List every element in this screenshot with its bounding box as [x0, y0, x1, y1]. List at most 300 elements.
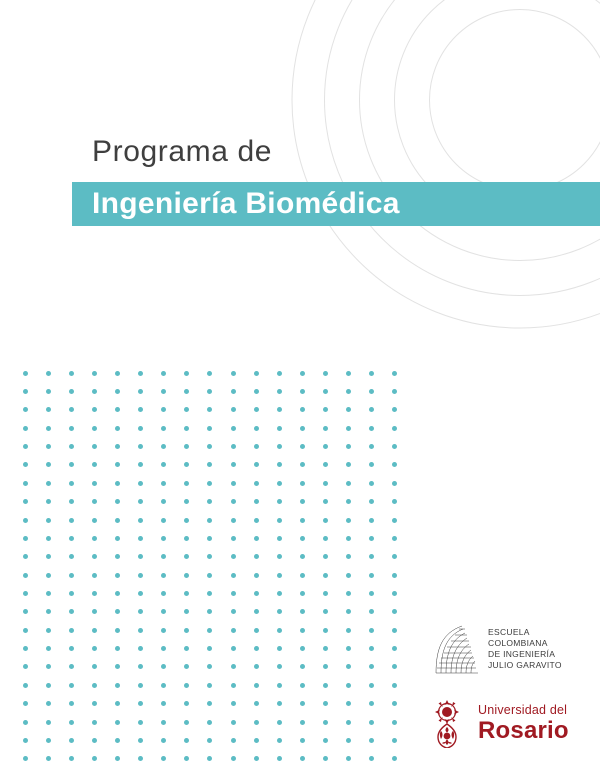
grid-dot: [392, 738, 397, 743]
grid-dot: [300, 738, 305, 743]
grid-dot: [46, 591, 51, 596]
grid-dot: [23, 462, 28, 467]
grid-dot: [231, 683, 236, 688]
grid-dot: [254, 371, 259, 376]
grid-dot: [207, 389, 212, 394]
grid-dot: [115, 646, 120, 651]
grid-dot: [392, 481, 397, 486]
grid-dot: [115, 738, 120, 743]
grid-dot: [161, 664, 166, 669]
grid-dot: [92, 738, 97, 743]
grid-dot: [46, 389, 51, 394]
grid-dot: [231, 573, 236, 578]
grid-dot: [392, 536, 397, 541]
grid-dot: [392, 426, 397, 431]
grid-dot: [115, 462, 120, 467]
grid-dot: [346, 701, 351, 706]
grid-dot: [207, 720, 212, 725]
grid-dot: [115, 407, 120, 412]
grid-dot: [46, 536, 51, 541]
grid-dot: [207, 756, 212, 761]
grid-dot: [207, 444, 212, 449]
grid-dot: [369, 536, 374, 541]
grid-dot: [92, 591, 97, 596]
grid-dot: [231, 664, 236, 669]
grid-dot: [323, 591, 328, 596]
grid-dot: [161, 426, 166, 431]
escuela-line-1: ESCUELA: [488, 627, 530, 637]
grid-dot: [231, 591, 236, 596]
grid-dot: [184, 720, 189, 725]
grid-dot: [46, 371, 51, 376]
rosario-logo: [424, 694, 586, 752]
grid-dot: [184, 646, 189, 651]
grid-dot: [369, 720, 374, 725]
grid-dot: [46, 481, 51, 486]
grid-dot: [254, 426, 259, 431]
grid-dot: [92, 701, 97, 706]
grid-dot: [277, 738, 282, 743]
grid-dot: [277, 444, 282, 449]
grid-dot: [184, 444, 189, 449]
grid-dot: [346, 389, 351, 394]
grid-dot: [231, 481, 236, 486]
grid-dot: [184, 738, 189, 743]
grid-dot: [92, 536, 97, 541]
grid-dot: [369, 756, 374, 761]
grid-dot: [161, 573, 166, 578]
grid-dot: [300, 499, 305, 504]
grid-dot: [92, 573, 97, 578]
rosario-logo-text: [478, 703, 569, 743]
grid-dot: [23, 738, 28, 743]
grid-dot: [69, 573, 74, 578]
grid-dot: [323, 609, 328, 614]
grid-dot: [369, 683, 374, 688]
grid-dot: [115, 628, 120, 633]
grid-dot: [346, 628, 351, 633]
grid-dot: [138, 536, 143, 541]
grid-dot: [392, 628, 397, 633]
grid-dot: [69, 407, 74, 412]
grid-dot: [138, 646, 143, 651]
grid-dot: [300, 518, 305, 523]
grid-dot: [23, 444, 28, 449]
grid-dot: [369, 518, 374, 523]
grid-dot: [69, 499, 74, 504]
grid-dot: [69, 683, 74, 688]
grid-dot: [207, 462, 212, 467]
grid-dot: [369, 609, 374, 614]
grid-dot: [207, 536, 212, 541]
grid-dot: [138, 720, 143, 725]
grid-dot: [300, 609, 305, 614]
grid-dot: [392, 462, 397, 467]
grid-dot: [92, 646, 97, 651]
grid-dot: [138, 481, 143, 486]
grid-dot: [138, 426, 143, 431]
grid-dot: [277, 720, 282, 725]
grid-dot: [92, 444, 97, 449]
grid-dot: [392, 664, 397, 669]
grid-dot: [46, 756, 51, 761]
grid-dot: [138, 371, 143, 376]
grid-dot: [277, 554, 282, 559]
grid-dot: [277, 389, 282, 394]
grid-dot: [138, 462, 143, 467]
grid-dot: [369, 554, 374, 559]
grid-dot: [369, 407, 374, 412]
grid-dot: [300, 683, 305, 688]
grid-dot: [369, 371, 374, 376]
grid-dot: [46, 609, 51, 614]
title-line-2: Ingeniería Biomédica: [92, 187, 400, 220]
grid-dot: [300, 573, 305, 578]
grid-dot: [392, 371, 397, 376]
grid-dot: [277, 407, 282, 412]
grid-dot: [184, 591, 189, 596]
grid-dot: [138, 554, 143, 559]
grid-dot: [46, 518, 51, 523]
grid-dot: [115, 701, 120, 706]
grid-dot: [323, 536, 328, 541]
grid-dot: [369, 738, 374, 743]
grid-dot: [207, 664, 212, 669]
grid-dot: [300, 371, 305, 376]
grid-dot: [231, 462, 236, 467]
grid-dot: [277, 426, 282, 431]
rosario-line-1: Universidad del: [478, 703, 568, 717]
grid-dot: [161, 481, 166, 486]
grid-dot: [161, 628, 166, 633]
grid-dot: [46, 720, 51, 725]
grid-dot: [346, 481, 351, 486]
grid-dot: [231, 738, 236, 743]
grid-dot: [323, 481, 328, 486]
grid-dot: [231, 609, 236, 614]
grid-dot: [161, 407, 166, 412]
grid-dot: [300, 444, 305, 449]
grid-dot: [69, 462, 74, 467]
grid-dot: [254, 444, 259, 449]
grid-dot: [138, 518, 143, 523]
grid-dot: [23, 628, 28, 633]
grid-dot: [184, 499, 189, 504]
grid-dot: [369, 481, 374, 486]
grid-dot: [92, 481, 97, 486]
grid-dot: [92, 462, 97, 467]
grid-dot: [277, 701, 282, 706]
grid-dot: [231, 628, 236, 633]
grid-dot: [138, 664, 143, 669]
grid-dot: [23, 371, 28, 376]
grid-dot: [161, 701, 166, 706]
grid-dot: [254, 646, 259, 651]
grid-dot: [369, 628, 374, 633]
grid-dot: [161, 518, 166, 523]
grid-dot: [46, 738, 51, 743]
grid-dot: [115, 756, 120, 761]
grid-dot: [254, 683, 259, 688]
grid-dot: [161, 462, 166, 467]
grid-dot: [254, 499, 259, 504]
escuela-line-3: DE INGENIERÍA: [488, 649, 556, 659]
grid-dot: [323, 389, 328, 394]
grid-dot: [254, 701, 259, 706]
grid-dot: [23, 407, 28, 412]
grid-dot: [69, 444, 74, 449]
grid-dot: [138, 444, 143, 449]
grid-dot: [323, 573, 328, 578]
grid-dot: [323, 756, 328, 761]
grid-dot: [277, 628, 282, 633]
grid-dot: [231, 407, 236, 412]
grid-dot: [254, 554, 259, 559]
grid-dot: [23, 481, 28, 486]
grid-dot: [115, 536, 120, 541]
grid-dot: [392, 720, 397, 725]
grid-dot: [207, 573, 212, 578]
grid-dot: [323, 371, 328, 376]
grid-dot: [46, 664, 51, 669]
grid-dot: [161, 371, 166, 376]
grid-dot: [207, 426, 212, 431]
escuela-logo: [432, 618, 584, 680]
grid-dot: [92, 756, 97, 761]
cover-title-block: [0, 132, 600, 226]
grid-dot: [207, 738, 212, 743]
grid-dot: [115, 444, 120, 449]
grid-dot: [92, 683, 97, 688]
grid-dot: [207, 481, 212, 486]
grid-dot: [231, 389, 236, 394]
grid-dot: [254, 407, 259, 412]
grid-dot: [392, 646, 397, 651]
grid-dot: [346, 499, 351, 504]
grid-dot: [138, 389, 143, 394]
grid-dot: [277, 462, 282, 467]
grid-dot: [161, 756, 166, 761]
grid-dot: [92, 407, 97, 412]
grid-dot: [23, 646, 28, 651]
grid-dot: [23, 426, 28, 431]
grid-dot: [231, 646, 236, 651]
rosario-line-2: Rosario: [478, 717, 569, 744]
grid-dot: [277, 536, 282, 541]
grid-dot: [346, 738, 351, 743]
grid-dot: [300, 536, 305, 541]
grid-dot: [277, 646, 282, 651]
grid-dot: [184, 481, 189, 486]
grid-dot: [300, 426, 305, 431]
grid-dot: [323, 720, 328, 725]
grid-dot: [138, 756, 143, 761]
grid-dot: [392, 444, 397, 449]
grid-dot: [46, 407, 51, 412]
grid-dot: [23, 554, 28, 559]
grid-dot: [346, 462, 351, 467]
grid-dot: [46, 462, 51, 467]
grid-dot: [23, 573, 28, 578]
grid-dot: [277, 591, 282, 596]
grid-dot: [184, 407, 189, 412]
grid-dot: [92, 426, 97, 431]
grid-dot: [69, 628, 74, 633]
grid-dot: [161, 683, 166, 688]
grid-dot: [46, 683, 51, 688]
grid-dot: [23, 609, 28, 614]
grid-dot: [138, 407, 143, 412]
title-line-1: Programa de: [92, 135, 273, 168]
grid-dot: [392, 591, 397, 596]
grid-dot: [69, 518, 74, 523]
grid-dot: [277, 664, 282, 669]
grid-dot: [207, 701, 212, 706]
grid-dot: [138, 499, 143, 504]
grid-dot: [300, 628, 305, 633]
rosario-crest-icon: [424, 698, 470, 748]
grid-dot: [184, 573, 189, 578]
grid-dot: [231, 756, 236, 761]
grid-dot: [115, 426, 120, 431]
grid-dot: [69, 738, 74, 743]
grid-dot: [369, 389, 374, 394]
grid-dot: [392, 499, 397, 504]
grid-dot: [184, 701, 189, 706]
grid-dot: [138, 683, 143, 688]
grid-dot: [23, 683, 28, 688]
grid-dot: [92, 371, 97, 376]
grid-dot: [161, 646, 166, 651]
grid-dot: [92, 389, 97, 394]
grid-dot: [231, 499, 236, 504]
grid-dot: [69, 389, 74, 394]
grid-dot: [346, 554, 351, 559]
grid-dot: [115, 591, 120, 596]
grid-dot: [161, 720, 166, 725]
grid-dot: [346, 444, 351, 449]
grid-dot: [138, 609, 143, 614]
grid-dot: [254, 573, 259, 578]
grid-dot: [254, 756, 259, 761]
grid-dot: [115, 371, 120, 376]
grid-dot: [115, 573, 120, 578]
grid-dot: [69, 609, 74, 614]
grid-dot: [323, 646, 328, 651]
grid-dot: [392, 683, 397, 688]
grid-dot: [184, 664, 189, 669]
grid-dot: [323, 628, 328, 633]
grid-dot: [207, 591, 212, 596]
grid-dot: [161, 591, 166, 596]
grid-dot: [392, 756, 397, 761]
title-highlight-bar: [72, 182, 600, 226]
grid-dot: [207, 683, 212, 688]
grid-dot: [231, 426, 236, 431]
grid-dot: [69, 591, 74, 596]
grid-dot: [254, 389, 259, 394]
grid-dot: [231, 720, 236, 725]
escuela-line-2: COLOMBIANA: [488, 638, 548, 648]
escuela-logo-text: [488, 627, 562, 671]
grid-dot: [369, 664, 374, 669]
grid-dot: [23, 720, 28, 725]
grid-dot: [323, 738, 328, 743]
grid-dot: [254, 462, 259, 467]
grid-dot: [115, 554, 120, 559]
grid-dot: [346, 407, 351, 412]
grid-dot: [161, 536, 166, 541]
grid-dot: [254, 481, 259, 486]
grid-dot: [300, 389, 305, 394]
grid-dot: [392, 573, 397, 578]
grid-dot: [231, 536, 236, 541]
grid-dot: [138, 628, 143, 633]
grid-dot: [277, 683, 282, 688]
grid-dot: [69, 646, 74, 651]
grid-dot: [184, 554, 189, 559]
grid-dot: [346, 756, 351, 761]
grid-dot: [115, 664, 120, 669]
grid-dot: [277, 609, 282, 614]
grid-dot: [277, 371, 282, 376]
grid-dot: [369, 591, 374, 596]
grid-dot: [115, 389, 120, 394]
grid-dot: [369, 462, 374, 467]
grid-dot: [369, 426, 374, 431]
grid-dot: [254, 518, 259, 523]
grid-dot: [138, 738, 143, 743]
grid-dot: [392, 554, 397, 559]
grid-dot: [231, 518, 236, 523]
grid-dot: [392, 407, 397, 412]
grid-dot: [369, 701, 374, 706]
grid-dot: [369, 444, 374, 449]
grid-dot: [115, 518, 120, 523]
grid-dot: [323, 701, 328, 706]
grid-dot: [46, 444, 51, 449]
grid-dot: [323, 499, 328, 504]
grid-dot: [184, 518, 189, 523]
grid-dot: [254, 591, 259, 596]
grid-dot: [300, 720, 305, 725]
grid-dot: [323, 462, 328, 467]
grid-dot: [138, 701, 143, 706]
grid-dot: [138, 591, 143, 596]
grid-dot: [323, 407, 328, 412]
escuela-mark-icon: [432, 623, 480, 675]
grid-dot: [23, 536, 28, 541]
grid-dot: [184, 756, 189, 761]
grid-dot: [46, 701, 51, 706]
grid-dot: [323, 554, 328, 559]
grid-dot: [300, 664, 305, 669]
grid-dot: [184, 462, 189, 467]
grid-dot: [46, 499, 51, 504]
grid-dot: [346, 609, 351, 614]
grid-dot: [346, 518, 351, 523]
grid-dot: [277, 756, 282, 761]
grid-dot: [69, 720, 74, 725]
grid-dot: [346, 573, 351, 578]
grid-dot: [277, 499, 282, 504]
grid-dot: [300, 591, 305, 596]
grid-dot: [323, 426, 328, 431]
grid-dot: [184, 536, 189, 541]
grid-dot: [254, 609, 259, 614]
grid-dot: [46, 646, 51, 651]
grid-dot: [207, 554, 212, 559]
